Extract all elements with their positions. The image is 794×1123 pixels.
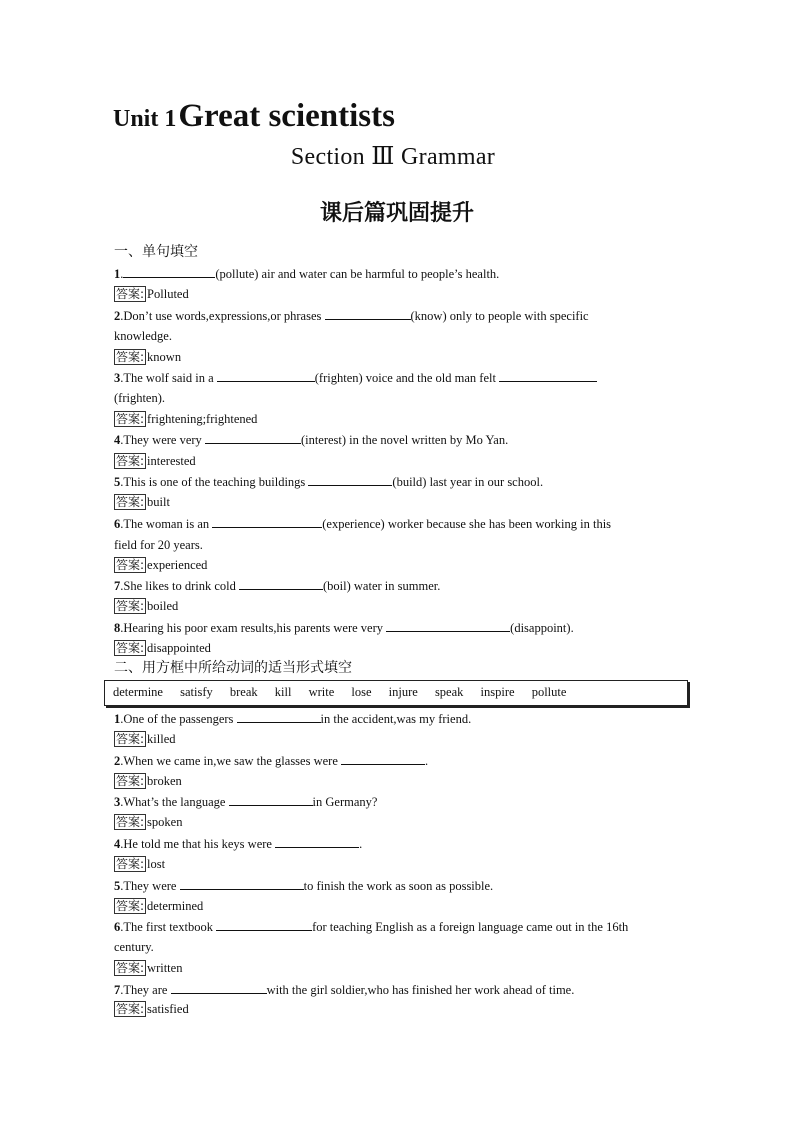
- answer-row: [114, 773, 182, 789]
- section-label: Section Ⅲ Grammar: [290, 144, 496, 170]
- question-number: 5: [114, 879, 121, 893]
- question-row: [114, 516, 611, 532]
- question-text: .They were very: [120, 433, 205, 447]
- word-item: injure: [388, 685, 418, 699]
- question-text: .This is one of the teaching buildings: [120, 475, 309, 489]
- question-row: [114, 878, 493, 894]
- question-text: .She likes to drink cold: [120, 579, 239, 593]
- word-list: [113, 685, 579, 700]
- answer-tag: 答案:: [116, 641, 145, 655]
- answer-blank[interactable]: [180, 878, 304, 890]
- answer-blank[interactable]: [386, 620, 510, 632]
- answer-blank[interactable]: [237, 711, 321, 723]
- question-row: [114, 794, 377, 810]
- answer-row: [114, 731, 176, 747]
- question-number: 4: [114, 837, 121, 851]
- question-text: to finish the work as soon as possible.: [303, 879, 494, 893]
- answer-value: written: [147, 961, 183, 975]
- word-box: [104, 680, 688, 706]
- answer-tag: 答案:: [116, 599, 145, 613]
- answer-row: [114, 453, 196, 469]
- answer-row: [114, 286, 189, 302]
- answer-value: boiled: [147, 599, 179, 613]
- answer-tag: 答案:: [116, 857, 145, 871]
- question-text: in Germany?: [312, 795, 378, 809]
- answer-value: broken: [147, 774, 182, 788]
- question-continuation: knowledge.: [114, 329, 172, 343]
- question-text: (frighten) voice and the old man felt: [314, 371, 500, 385]
- question-row: [114, 308, 589, 324]
- question-text: .When we came in,we saw the glasses were: [120, 754, 341, 768]
- answer-value: frightening;frightened: [147, 412, 258, 426]
- question-text: .They are: [120, 983, 171, 997]
- answer-tag: 答案:: [116, 287, 145, 301]
- question-row: [114, 836, 362, 852]
- answer-row: [114, 960, 182, 976]
- question-number: 1: [114, 712, 121, 726]
- question-row: [114, 266, 499, 282]
- question-number: 1: [114, 267, 121, 281]
- answer-tag: 答案:: [116, 412, 145, 426]
- question-text: for teaching English as a foreign language came out in the 16th: [312, 920, 629, 934]
- answer-tag: 答案:: [116, 732, 145, 746]
- question-row: [114, 711, 471, 727]
- answer-tag: 答案:: [116, 1002, 145, 1016]
- answer-value: built: [147, 495, 170, 509]
- answer-row: [114, 898, 203, 914]
- answer-row: [114, 814, 182, 830]
- word-item: pollute: [531, 685, 567, 699]
- answer-blank[interactable]: [275, 836, 359, 848]
- question-text: in the accident,was my friend.: [320, 712, 472, 726]
- answer-value: determined: [147, 899, 204, 913]
- question-row: [114, 753, 428, 769]
- answer-row: [114, 557, 207, 573]
- answer-blank[interactable]: [123, 266, 215, 278]
- word-item: satisfy: [180, 685, 213, 699]
- question-text: .The first textbook: [120, 920, 217, 934]
- question-number: 5: [114, 475, 121, 489]
- word-item: determine: [113, 685, 163, 699]
- question-text: with the girl soldier,who has finished her work ahead of time.: [266, 983, 575, 997]
- question-text: (boil) water in summer.: [323, 579, 441, 593]
- answer-tag: 答案:: [116, 495, 145, 509]
- question-text: .: [120, 267, 124, 281]
- word-item: kill: [274, 685, 292, 699]
- answer-row: [114, 640, 211, 656]
- question-number: 2: [114, 309, 121, 323]
- question-text: .One of the passengers: [120, 712, 237, 726]
- word-item: write: [308, 685, 335, 699]
- answer-row: [114, 598, 178, 614]
- answer-value: experienced: [147, 558, 208, 572]
- answer-blank[interactable]: [341, 753, 425, 765]
- answer-value: Polluted: [147, 287, 189, 301]
- answer-blank[interactable]: [205, 432, 301, 444]
- question-row: [114, 578, 440, 594]
- question-text: (build) last year in our school.: [392, 475, 544, 489]
- answer-row: [114, 494, 170, 510]
- answer-blank[interactable]: [229, 794, 313, 806]
- question-number: 4: [114, 433, 121, 447]
- answer-tag: 答案:: [116, 815, 145, 829]
- answer-value: spoken: [147, 815, 183, 829]
- answer-value: interested: [147, 454, 196, 468]
- question-row: [114, 370, 597, 386]
- answer-row: [114, 856, 165, 872]
- part1-heading: 一、单句填空: [114, 244, 198, 260]
- answer-tag: 答案:: [116, 961, 145, 975]
- word-item: break: [229, 685, 258, 699]
- title-unit: Unit 1: [113, 106, 177, 132]
- question-text: .Hearing his poor exam results,his parents were very: [120, 621, 387, 635]
- question-text: .The woman is an: [120, 517, 213, 531]
- question-number: 7: [114, 579, 121, 593]
- question-text: .Don’t use words,expressions,or phrases: [120, 309, 325, 323]
- answer-value: killed: [147, 732, 176, 746]
- answer-tag: 答案:: [116, 350, 145, 364]
- question-number: 6: [114, 517, 121, 531]
- question-row: [114, 620, 574, 636]
- answer-value: known: [147, 350, 182, 364]
- question-number: 2: [114, 754, 121, 768]
- question-row: [114, 982, 574, 998]
- part2-heading: 二、用方框中所给动词的适当形式填空: [114, 660, 352, 676]
- answer-blank[interactable]: [325, 308, 411, 320]
- question-text: (disappoint).: [510, 621, 574, 635]
- answer-tag: 答案:: [116, 558, 145, 572]
- word-item: lose: [351, 685, 372, 699]
- question-number: 3: [114, 795, 121, 809]
- question-continuation: century.: [114, 940, 154, 954]
- answer-blank[interactable]: [212, 516, 322, 528]
- answer-row: [114, 411, 257, 427]
- question-row: [114, 432, 508, 448]
- word-item: inspire: [480, 685, 515, 699]
- answer-blank[interactable]: [217, 370, 315, 382]
- question-text: .: [425, 754, 429, 768]
- answer-blank[interactable]: [171, 982, 267, 994]
- question-number: 3: [114, 371, 121, 385]
- section-title: [0, 142, 794, 171]
- answer-tag: 答案:: [116, 899, 145, 913]
- question-continuation: field for 20 years.: [114, 538, 203, 552]
- question-text: .They were: [120, 879, 180, 893]
- word-item: speak: [434, 685, 464, 699]
- question-text: (pollute) air and water can be harmful to people’s health.: [215, 267, 500, 281]
- title-main: Great scientists: [178, 98, 395, 134]
- answer-blank[interactable]: [239, 578, 323, 590]
- question-text: (experience) worker because she has been working in this: [322, 517, 612, 531]
- question-text: (know) only to people with specific: [410, 309, 589, 323]
- question-text: .He told me that his keys were: [120, 837, 276, 851]
- question-row: [114, 919, 628, 935]
- question-number: 6: [114, 920, 121, 934]
- question-text: .What’s the language: [120, 795, 229, 809]
- question-text: (interest) in the novel written by Mo Yan.: [300, 433, 509, 447]
- question-text: .The wolf said in a: [120, 371, 217, 385]
- answer-blank[interactable]: [216, 919, 312, 931]
- question-number: 7: [114, 983, 121, 997]
- answer-row: [114, 349, 181, 365]
- answer-blank[interactable]: [499, 370, 597, 382]
- answer-row: [114, 1001, 189, 1017]
- answer-value: disappointed: [147, 641, 211, 655]
- answer-value: lost: [147, 857, 166, 871]
- question-text: .: [359, 837, 363, 851]
- question-continuation: (frighten).: [114, 391, 166, 405]
- chinese-subtitle: 课后篇巩固提升: [319, 201, 474, 226]
- answer-tag: 答案:: [116, 774, 145, 788]
- answer-value: satisfied: [147, 1002, 189, 1016]
- answer-tag: 答案:: [116, 454, 145, 468]
- answer-blank[interactable]: [308, 474, 392, 486]
- question-number: 8: [114, 621, 121, 635]
- page-title: [113, 98, 395, 135]
- question-row: [114, 474, 543, 490]
